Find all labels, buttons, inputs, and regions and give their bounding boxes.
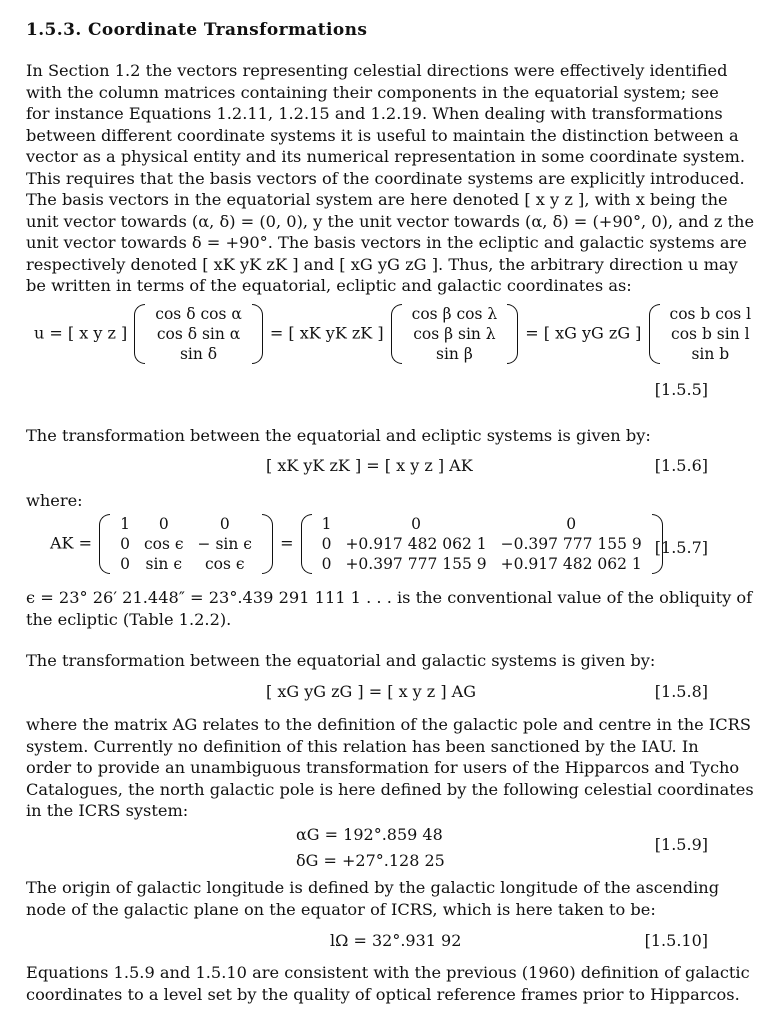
matrix-cell: +0.917 482 062 1 [345, 535, 487, 553]
text-line: This requires that the basis vectors of the coordinate systems are explicitly introduced. [26, 168, 745, 188]
matrix-cell: 0 [321, 555, 332, 573]
rotation-matrix-numeric [299, 514, 665, 574]
equation-lhs: AK = [50, 533, 92, 553]
matrix-cell: sin ϵ [145, 555, 183, 573]
text-line: between different coordinate systems it is useful to maintain the distinction between a [26, 125, 739, 145]
matrix-cell: 1 [321, 515, 332, 533]
matrix-cell: 0 [411, 515, 421, 533]
text-line: the ecliptic (Table 1.2.2). [26, 609, 232, 629]
text-line: unit vector towards δ = +90°. The basis vectors in the ecliptic and galactic systems are [26, 233, 747, 252]
text-line: with the column matrices containing their components in the equatorial system; see [26, 82, 719, 102]
text-line: ϵ = 23° 26′ 21.448″ = 23°.439 291 111 1 . . . is the conventional value of the obliquity of [26, 588, 753, 607]
text-line: In Section 1.2 the vectors representing celestial directions were effectively identified [26, 61, 728, 80]
matrix-cell: 0 [120, 535, 130, 553]
matrix-cell: 0 [219, 515, 230, 533]
equation-middle: = [ xK yK zK ] [269, 323, 384, 343]
matrix-cell: 0 [566, 515, 577, 533]
text-line: Equations 1.5.9 and 1.5.10 are consistent with the previous (1960) definition of galactic [26, 963, 750, 982]
paragraph-obliquity [26, 587, 753, 630]
text-line: order to provide an unambiguous transformation for users of the Hipparcos and Tycho [26, 758, 740, 777]
text-line: unit vector towards (α, δ) = (0, 0), y the unit vector towards (α, δ) = (+90°, 0), and z the [26, 211, 755, 231]
matrix-cell: cos β sin λ [413, 325, 496, 343]
matrix-cell: +0.917 482 062 1 [500, 555, 642, 573]
column-vector-equatorial [132, 304, 265, 364]
paragraph-intro [26, 60, 755, 297]
equation-number: [1.5.10] [644, 931, 708, 950]
text-line: for instance Equations 1.2.11, 1.2.15 and 1.2.19. When dealing with transformations [26, 104, 723, 123]
text-line: Catalogues, the north galactic pole is here defined by the following celestial coordinates [26, 779, 754, 799]
paragraph-consistency [26, 962, 750, 1005]
text-line: coordinates to a level set by the quality of optical reference frames prior to Hipparcos. [26, 984, 740, 1004]
matrix-cell: +0.397 777 155 9 [345, 555, 487, 573]
matrix-cell: −0.397 777 155 9 [500, 535, 642, 553]
matrix-cell: cos β cos λ [411, 305, 498, 323]
text-line: where: [26, 491, 83, 510]
text-line: in the ICRS system: [26, 801, 189, 820]
matrix-cell: cos ϵ [143, 535, 184, 553]
matrix-cell: 0 [120, 555, 130, 573]
matrix-cell: sin δ [179, 345, 218, 363]
text-line: respectively denoted [ xK yK zK ] and [ xG yG zG ]. Thus, the arbitrary direction u may [26, 254, 738, 274]
matrix-cell: − sin ϵ [197, 535, 252, 553]
paragraph-galactic-origin [26, 877, 720, 920]
matrix-cell: 0 [158, 515, 169, 533]
column-vector-galactic [647, 304, 760, 364]
equation-middle: = [ xG yG zG ] [525, 323, 642, 343]
paragraph-galactic-intro [26, 650, 708, 672]
equation-number: [1.5.6] [654, 456, 708, 475]
equation-line: δG = +27°.128 25 [296, 851, 445, 870]
column-vector-ecliptic [389, 304, 521, 364]
text-line: The origin of galactic longitude is defined by the galactic longitude of the ascending [26, 878, 720, 897]
equals-sign: = [280, 533, 294, 553]
text-line: be written in terms of the equatorial, ecliptic and galactic coordinates as: [26, 276, 632, 295]
matrix-cell: sin b [691, 345, 730, 363]
matrix-cell: cos ϵ [204, 555, 245, 573]
paragraph-galactic-pole [26, 714, 754, 822]
matrix-cell: 0 [321, 535, 332, 553]
equation-line: αG = 192°.859 48 [296, 825, 443, 844]
section-heading: 1.5.3. Coordinate Transformations [26, 20, 368, 40]
equation-number: [1.5.7] [654, 538, 708, 557]
paragraph-where [26, 490, 708, 512]
equation-1-5-8: [ xG yG zG ] = [ x y z ] AG [266, 682, 476, 701]
text-line: where the matrix AG relates to the definition of the galactic pole and centre in the ICRS [26, 715, 751, 734]
equation-1-5-9 [296, 822, 445, 874]
equation-lhs: u = [ x y z ] [34, 323, 128, 343]
equation-number: [1.5.9] [654, 835, 708, 854]
rotation-matrix-symbolic [97, 514, 275, 574]
equation-1-5-5 [34, 304, 760, 364]
equation-1-5-10: lΩ = 32°.931 92 [330, 931, 462, 950]
matrix-cell: cos b cos l [669, 305, 752, 323]
equation-1-5-7 [50, 514, 665, 574]
matrix-cell: cos b sin l [671, 325, 750, 343]
equation-number: [1.5.8] [654, 682, 708, 701]
matrix-cell: sin β [436, 345, 473, 363]
equation-1-5-6: [ xK yK zK ] = [ x y z ] AK [266, 456, 473, 475]
text-line: The transformation between the equatorial and galactic systems is given by: [26, 651, 656, 670]
text-line: node of the galactic plane on the equator of ICRS, which is here taken to be: [26, 899, 656, 919]
equation-number: [1.5.5] [654, 380, 708, 399]
text-line: The transformation between the equatorial and ecliptic systems is given by: [26, 426, 651, 445]
text-line: The basis vectors in the equatorial system are here denoted [ x y z ], with x being the [26, 190, 728, 209]
matrix-cell: 1 [120, 515, 130, 533]
matrix-cell: cos δ cos α [155, 305, 242, 323]
text-line: system. Currently no definition of this relation has been sanctioned by the IAU. In [26, 736, 699, 756]
matrix-cell: cos δ sin α [156, 325, 241, 343]
paragraph-ecliptic-intro [26, 425, 708, 447]
text-line: vector as a physical entity and its numerical representation in some coordinate system. [26, 147, 746, 166]
